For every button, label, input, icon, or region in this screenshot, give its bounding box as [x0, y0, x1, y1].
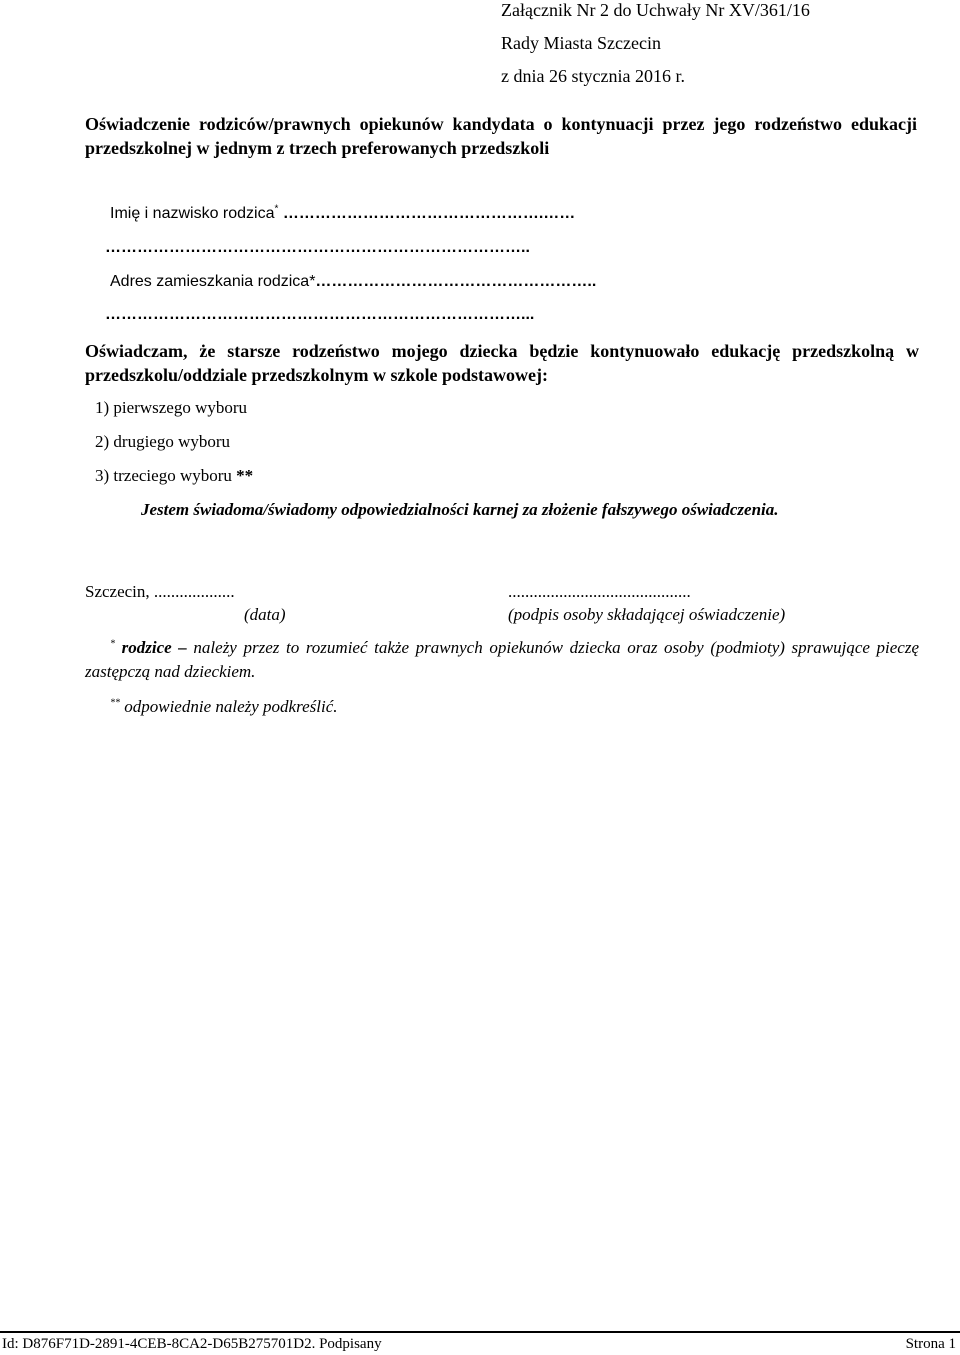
document-id: Id: D876F71D-2891-4CEB-8CA2-D65B275701D2. Podpisany	[2, 1336, 382, 1352]
footnote-parents-mark: *	[110, 638, 115, 650]
footnote-underline	[110, 697, 338, 717]
signature-label: (podpis osoby składającej oświadczenie)	[508, 605, 786, 624]
parent-name-mark: *	[274, 203, 279, 215]
address-label: Adres zamieszkania rodzica*	[110, 273, 316, 290]
signature-field[interactable]: ...........................................	[508, 582, 691, 601]
option-third-choice-mark: **	[236, 466, 254, 485]
parent-name-label: Imię i nazwisko rodzica	[110, 205, 275, 222]
footnote-parents-text: należy przez to rozumieć także prawnych opiekunów dziecka oraz osoby (podmioty) sprawujące pieczę zastępczą nad dzieckiem.	[85, 638, 920, 681]
document-title: Oświadczenie rodziców/prawnych opiekunów kandydata o kontynuacji przez jego rodzeństwo edukacji przedszkolnej w jednym z trzech preferowanych przedszkoli	[85, 114, 917, 158]
page-number: Strona 1	[905, 1336, 956, 1352]
option-first-choice: 1) pierwszego wyboru	[95, 398, 248, 417]
attachment-header-line3: z dnia 26 stycznia 2016 r.	[501, 66, 685, 86]
attachment-header-line2: Rady Miasta Szczecin	[501, 33, 661, 53]
address-field-continuation[interactable]: ……………………………………………………………………...	[105, 306, 535, 323]
footnote-parents-term: rodzice	[121, 638, 172, 657]
footnote-parents	[85, 636, 919, 684]
option-third-choice: 3) trzeciego wyboru	[95, 466, 232, 485]
footnote-parents-dash: –	[171, 638, 194, 657]
option-second-choice: 2) drugiego wyboru	[95, 432, 231, 451]
attachment-header-line1: Załącznik Nr 2 do Uchwały Nr XV/361/16	[501, 0, 810, 20]
date-label: (data)	[244, 605, 286, 624]
parent-name-field-continuation[interactable]: ……………………………………………………………………..	[105, 239, 530, 256]
footnote-underline-mark: **	[110, 697, 120, 709]
footer-divider	[0, 1331, 960, 1333]
address-row	[110, 273, 596, 291]
declaration-text: Oświadczam, że starsze rodzeństwo mojego dziecka będzie kontynuowało edukację przedszkolną w przedszkolu/oddziale przedszkolnym w szkole podstawowej:	[85, 341, 919, 385]
footnote-underline-text: odpowiednie należy podkreślić.	[120, 697, 338, 716]
address-field[interactable]: ……………………………………………..	[315, 273, 597, 290]
parent-name-row	[110, 205, 575, 223]
option-third-choice-row	[95, 466, 253, 486]
liability-statement: Jestem świadoma/świadomy odpowiedzialności karnej za złożenie fałszywego oświadczenia.	[141, 500, 779, 519]
parent-name-field[interactable]: ………………………………………….……	[282, 205, 576, 222]
place-date-field[interactable]: Szczecin, ...................	[85, 582, 235, 601]
